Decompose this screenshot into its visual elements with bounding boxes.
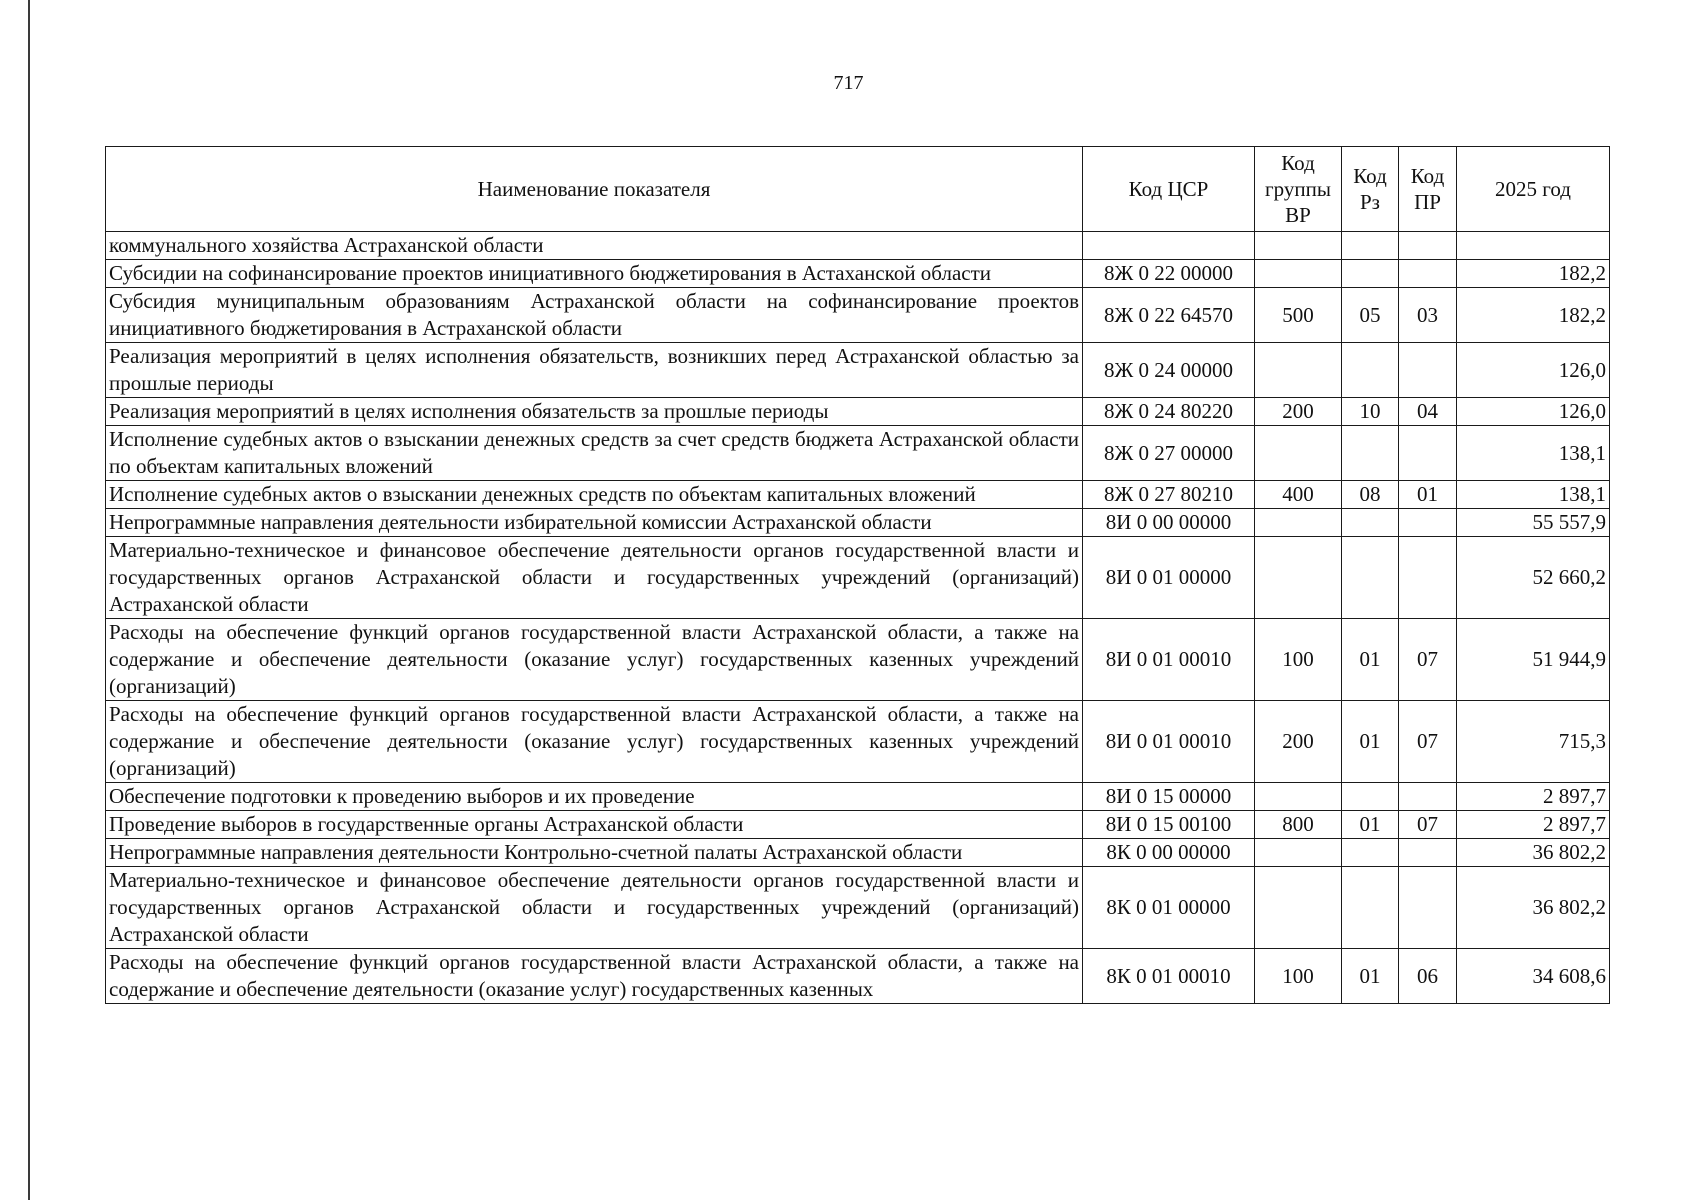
row-rz-code — [1342, 426, 1399, 481]
table-row — [106, 481, 1610, 509]
row-name: Материально-техническое и финансовое обеспечение деятельности органов государственной власти и государственных органов Астраханской области и государственных учреждений (организаций) Астраханской области — [106, 537, 1083, 619]
header-year: 2025 год — [1457, 147, 1610, 232]
row-csr-code: 8Ж 0 27 00000 — [1083, 426, 1255, 481]
table-header-row — [106, 147, 1610, 232]
row-vr-code: 800 — [1255, 811, 1342, 839]
row-pr-code — [1399, 232, 1457, 260]
page-number: 717 — [833, 72, 864, 94]
row-name: Реализация мероприятий в целях исполнения обязательств, возникших перед Астраханской областью за прошлые периоды — [106, 343, 1083, 398]
row-vr-code: 400 — [1255, 481, 1342, 509]
row-amount: 36 802,2 — [1457, 867, 1610, 949]
row-csr-code: 8Ж 0 24 00000 — [1083, 343, 1255, 398]
row-name: Субсидии на софинансирование проектов инициативного бюджетирования в Астаханской области — [106, 260, 1083, 288]
row-rz-code — [1342, 537, 1399, 619]
row-vr-code: 500 — [1255, 288, 1342, 343]
row-amount: 2 897,7 — [1457, 811, 1610, 839]
row-vr-code — [1255, 867, 1342, 949]
table-row — [106, 260, 1610, 288]
row-name: Проведение выборов в государственные органы Астраханской области — [106, 811, 1083, 839]
row-csr-code: 8И 0 01 00000 — [1083, 537, 1255, 619]
row-amount: 715,3 — [1457, 701, 1610, 783]
row-rz-code: 01 — [1342, 701, 1399, 783]
row-vr-code: 100 — [1255, 949, 1342, 1004]
row-amount: 55 557,9 — [1457, 509, 1610, 537]
row-amount: 126,0 — [1457, 398, 1610, 426]
table-row — [106, 398, 1610, 426]
row-csr-code: 8К 0 01 00010 — [1083, 949, 1255, 1004]
row-pr-code — [1399, 509, 1457, 537]
row-csr-code: 8И 0 15 00000 — [1083, 783, 1255, 811]
row-vr-code — [1255, 232, 1342, 260]
table-row — [106, 811, 1610, 839]
row-pr-code: 07 — [1399, 619, 1457, 701]
table-row — [106, 426, 1610, 481]
table-row — [106, 783, 1610, 811]
table-row — [106, 232, 1610, 260]
row-pr-code — [1399, 260, 1457, 288]
row-name: коммунального хозяйства Астраханской области — [106, 232, 1083, 260]
row-csr-code: 8И 0 00 00000 — [1083, 509, 1255, 537]
row-vr-code — [1255, 537, 1342, 619]
header-csr: Код ЦСР — [1083, 147, 1255, 232]
row-rz-code: 10 — [1342, 398, 1399, 426]
row-amount: 138,1 — [1457, 481, 1610, 509]
row-pr-code — [1399, 783, 1457, 811]
row-amount — [1457, 232, 1610, 260]
row-csr-code: 8Ж 0 27 80210 — [1083, 481, 1255, 509]
row-rz-code — [1342, 839, 1399, 867]
table-row — [106, 343, 1610, 398]
row-name: Исполнение судебных актов о взыскании денежных средств по объектам капитальных вложений — [106, 481, 1083, 509]
row-amount: 36 802,2 — [1457, 839, 1610, 867]
row-name: Субсидия муниципальным образованиям Астраханской области на софинансирование проектов инициативного бюджетирования в Астраханской области — [106, 288, 1083, 343]
budget-table — [105, 146, 1610, 1004]
row-vr-code — [1255, 426, 1342, 481]
table-row — [106, 509, 1610, 537]
row-pr-code — [1399, 839, 1457, 867]
row-vr-code — [1255, 783, 1342, 811]
row-amount: 138,1 — [1457, 426, 1610, 481]
header-pr: Код ПР — [1399, 147, 1457, 232]
table-row — [106, 288, 1610, 343]
row-vr-code: 100 — [1255, 619, 1342, 701]
row-name: Исполнение судебных актов о взыскании денежных средств за счет средств бюджета Астраханской области по объектам капитальных вложений — [106, 426, 1083, 481]
row-csr-code: 8И 0 01 00010 — [1083, 619, 1255, 701]
table-row — [106, 701, 1610, 783]
header-name: Наименование показателя — [106, 147, 1083, 232]
row-vr-code — [1255, 509, 1342, 537]
row-vr-code — [1255, 260, 1342, 288]
table-row — [106, 839, 1610, 867]
row-name: Расходы на обеспечение функций органов государственной власти Астраханской области, а также на содержание и обеспечение деятельности (оказание услуг) государственных казенных — [106, 949, 1083, 1004]
row-pr-code — [1399, 343, 1457, 398]
row-pr-code: 07 — [1399, 701, 1457, 783]
row-pr-code — [1399, 537, 1457, 619]
row-csr-code: 8И 0 01 00010 — [1083, 701, 1255, 783]
table-row — [106, 949, 1610, 1004]
table-row — [106, 867, 1610, 949]
row-rz-code — [1342, 343, 1399, 398]
row-pr-code: 01 — [1399, 481, 1457, 509]
row-vr-code: 200 — [1255, 398, 1342, 426]
row-name: Непрограммные направления деятельности избирательной комиссии Астраханской области — [106, 509, 1083, 537]
row-pr-code — [1399, 867, 1457, 949]
row-name: Расходы на обеспечение функций органов государственной власти Астраханской области, а также на содержание и обеспечение деятельности (оказание услуг) государственных казенных учреждений (организаций) — [106, 619, 1083, 701]
row-amount: 182,2 — [1457, 288, 1610, 343]
row-vr-code: 200 — [1255, 701, 1342, 783]
row-pr-code — [1399, 426, 1457, 481]
row-name: Расходы на обеспечение функций органов государственной власти Астраханской области, а также на содержание и обеспечение деятельности (оказание услуг) государственных казенных учреждений (организаций) — [106, 701, 1083, 783]
row-name: Обеспечение подготовки к проведению выборов и их проведение — [106, 783, 1083, 811]
row-rz-code: 01 — [1342, 811, 1399, 839]
row-pr-code: 06 — [1399, 949, 1457, 1004]
table-row — [106, 537, 1610, 619]
row-amount: 2 897,7 — [1457, 783, 1610, 811]
row-vr-code — [1255, 343, 1342, 398]
row-rz-code — [1342, 783, 1399, 811]
row-rz-code: 01 — [1342, 949, 1399, 1004]
row-csr-code — [1083, 232, 1255, 260]
header-vr: Код группы ВР — [1255, 147, 1342, 232]
table-body — [106, 232, 1610, 1004]
row-name: Материально-техническое и финансовое обеспечение деятельности органов государственной власти и государственных органов Астраханской области и государственных учреждений (организаций) Астраханской области — [106, 867, 1083, 949]
row-name: Реализация мероприятий в целях исполнения обязательств за прошлые периоды — [106, 398, 1083, 426]
row-csr-code: 8Ж 0 22 00000 — [1083, 260, 1255, 288]
row-csr-code: 8К 0 00 00000 — [1083, 839, 1255, 867]
row-amount: 182,2 — [1457, 260, 1610, 288]
row-csr-code: 8Ж 0 24 80220 — [1083, 398, 1255, 426]
row-vr-code — [1255, 839, 1342, 867]
row-csr-code: 8И 0 15 00100 — [1083, 811, 1255, 839]
row-amount: 34 608,6 — [1457, 949, 1610, 1004]
row-pr-code: 07 — [1399, 811, 1457, 839]
row-rz-code: 05 — [1342, 288, 1399, 343]
row-pr-code: 03 — [1399, 288, 1457, 343]
row-rz-code: 01 — [1342, 619, 1399, 701]
table-row — [106, 619, 1610, 701]
row-csr-code: 8К 0 01 00000 — [1083, 867, 1255, 949]
row-csr-code: 8Ж 0 22 64570 — [1083, 288, 1255, 343]
row-rz-code: 08 — [1342, 481, 1399, 509]
row-amount: 126,0 — [1457, 343, 1610, 398]
row-amount: 51 944,9 — [1457, 619, 1610, 701]
header-rz: Код Рз — [1342, 147, 1399, 232]
row-pr-code: 04 — [1399, 398, 1457, 426]
row-name: Непрограммные направления деятельности Контрольно-счетной палаты Астраханской области — [106, 839, 1083, 867]
row-rz-code — [1342, 260, 1399, 288]
row-amount: 52 660,2 — [1457, 537, 1610, 619]
binding-line — [28, 0, 30, 1200]
row-rz-code — [1342, 232, 1399, 260]
row-rz-code — [1342, 867, 1399, 949]
row-rz-code — [1342, 509, 1399, 537]
